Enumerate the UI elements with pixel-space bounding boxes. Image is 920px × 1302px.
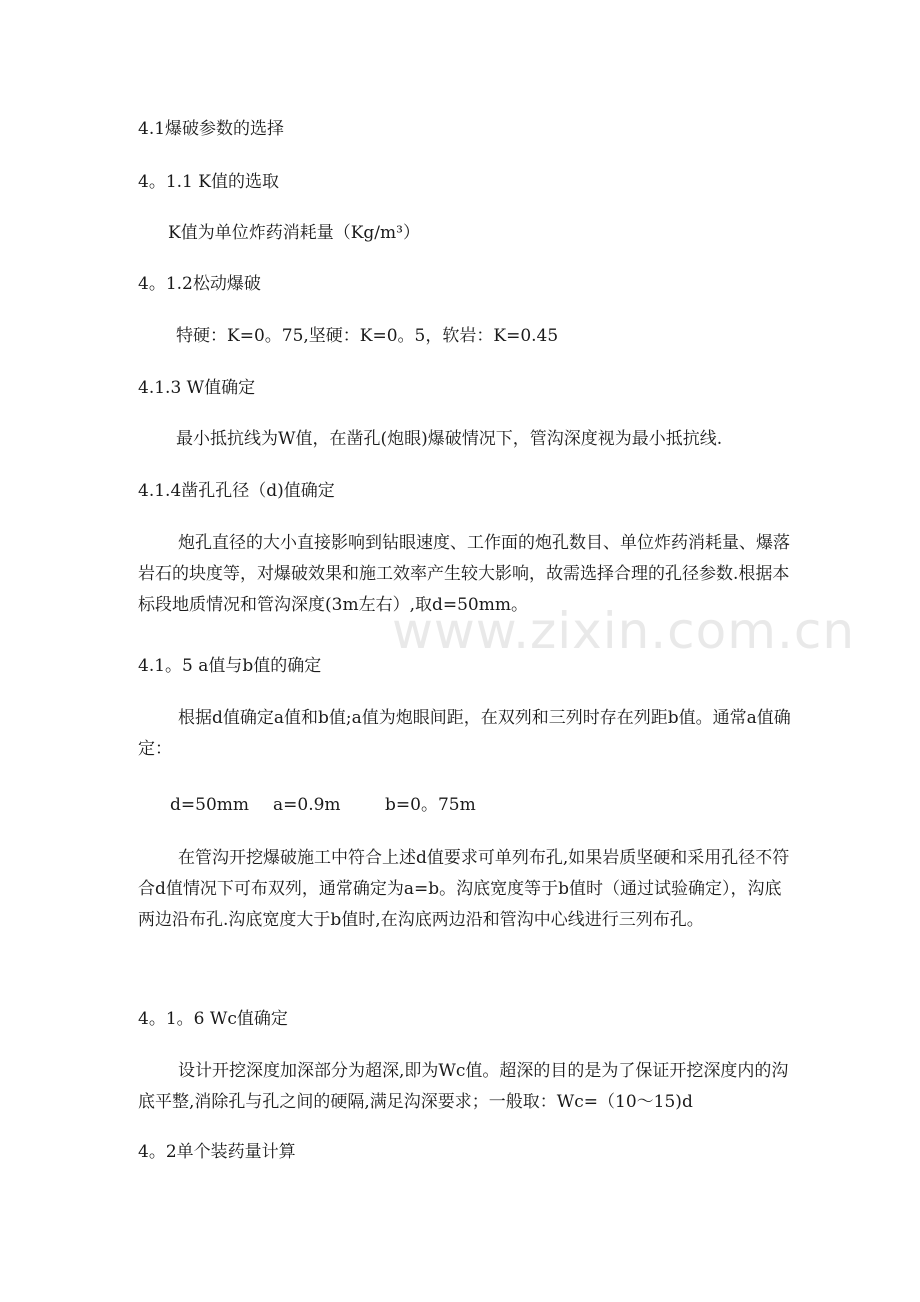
heading-4-1-1: 4。1.1 K值的选取: [138, 172, 279, 192]
paragraph-hole-diameter: 炮孔直径的大小直接影响到钻眼速度、工作面的炮孔数目、单位炸药消耗量、爆落岩石的块度等，对爆破效果和施工效率产生较大影响，故需选择合理的孔径参数.根据本标段地质情况和管沟深度(3m左右）,取d=50mm。: [138, 533, 790, 615]
watermark: www.zixin.com.cn: [392, 602, 856, 660]
heading-4-1-2: 4。1.2松动爆破: [138, 274, 261, 294]
value-b: b=0。75m: [385, 795, 476, 815]
heading-4-1-6: 4。1。6 Wc值确定: [138, 1009, 288, 1029]
heading-4-1-5: 4.1。5 a值与b值的确定: [138, 656, 322, 676]
heading-4-1-3: 4.1.3 W值确定: [138, 378, 256, 398]
paragraph-a-b-values: 根据d值确定a值和b值;a值为炮眼间距，在双列和三列时存在列距b值。通常a值确定：: [138, 708, 791, 759]
paragraph-w-definition: 最小抵抗线为W值，在凿孔(炮眼)爆破情况下，管沟深度视为最小抵抗线.: [176, 429, 723, 449]
value-d: d=50mm: [170, 795, 249, 815]
paragraph-k-definition: K值为单位炸药消耗量（Kg/m³）: [168, 223, 420, 243]
value-a: a=0.9m: [273, 795, 341, 815]
heading-4-1: 4.1爆破参数的选择: [138, 119, 285, 139]
heading-4-1-4: 4.1.4凿孔孔径（d)值确定: [138, 481, 335, 501]
heading-4-2: 4。2单个装药量计算: [138, 1142, 296, 1162]
paragraph-wc-value: 设计开挖深度加深部分为超深,即为Wc值。超深的目的是为了保证开挖深度内的沟底平整,消除孔与孔之间的硬隔,满足沟深要求；一般取：Wc=（10～15)d: [138, 1061, 789, 1112]
paragraph-k-values: 特硬：K=0。75,坚硬：K=0。5，软岩：K=0.45: [176, 326, 559, 346]
paragraph-hole-layout: 在管沟开挖爆破施工中符合上述d值要求可单列布孔,如果岩质坚硬和采用孔径不符合d值情况下可布双列，通常确定为a=b。沟底宽度等于b值时（通过试验确定），沟底两边沿布孔.沟底宽度大于b值时,在沟底两边沿和管沟中心线进行三列布孔。: [138, 848, 790, 930]
